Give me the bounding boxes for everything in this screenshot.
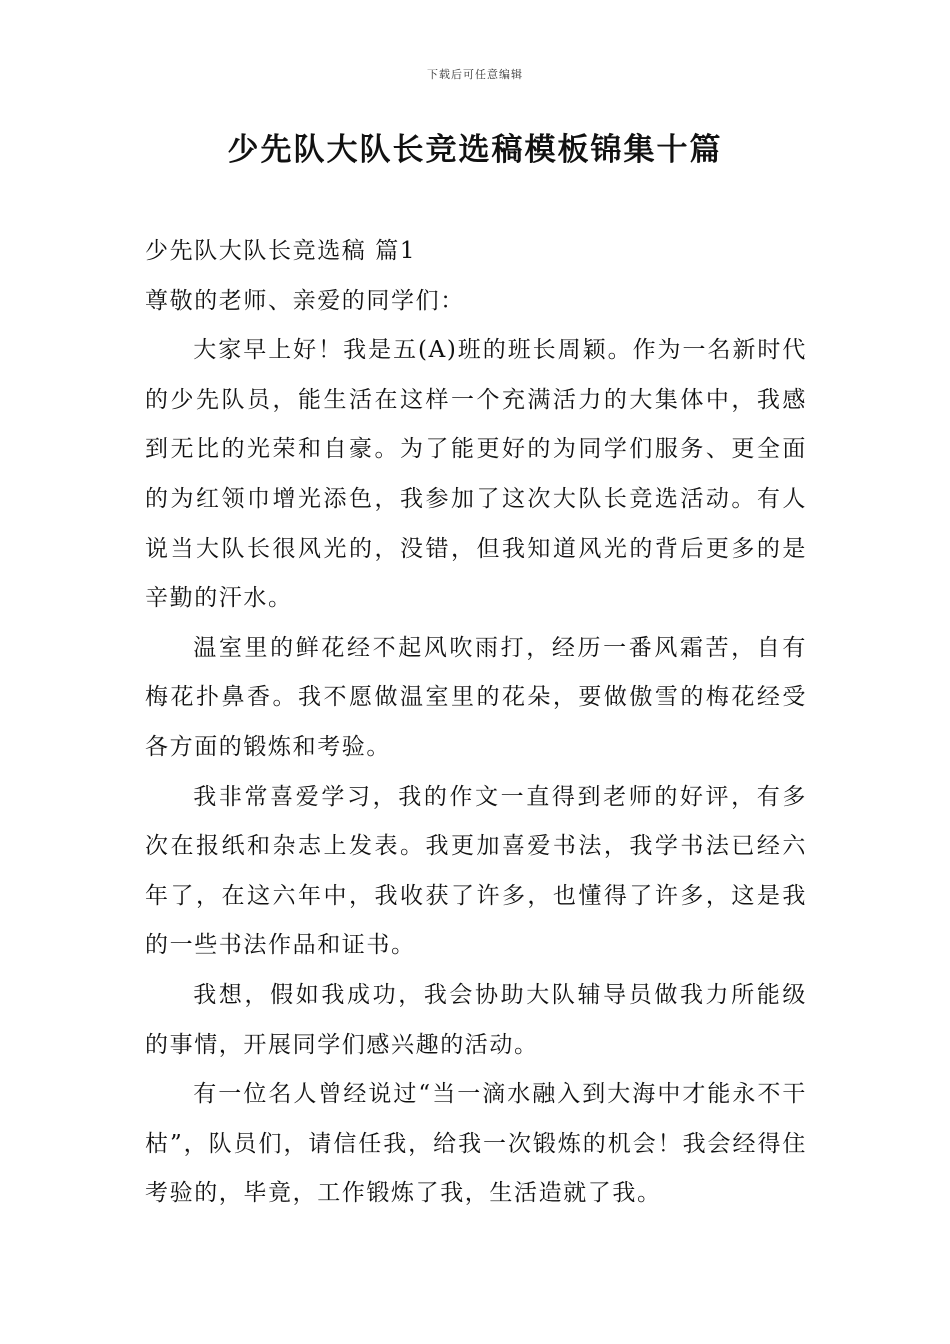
paragraph: 我非常喜爱学习，我的作文一直得到老师的好评，有多次在报纸和杂志上发表。我更加喜爱书法，我学书法已经六年了，在这六年中，我收获了许多，也懂得了许多，这是我的一些书法作品和证书。 [145,783,807,959]
paragraph: 有一位名人曾经说过“当一滴水融入到大海中才能永不干枯”，队员们，请信任我，给我一次锻炼的机会！我会经得住考验的，毕竟，工作锻炼了我，生活造就了我。 [145,1081,807,1207]
document-title: 少先队大队长竞选稿模板锦集十篇 [227,132,723,168]
header-note: 下载后可任意编辑 [427,68,523,81]
paragraph: 我想，假如我成功，我会协助大队辅导员做我力所能级的事情，开展同学们感兴趣的活动。 [145,981,807,1058]
paragraph: 温室里的鲜花经不起风吹雨打，经历一番风霜苦，自有梅花扑鼻香。我不愿做温室里的花朵，要做傲雪的梅花经受各方面的锻炼和考验。 [145,634,807,760]
salutation: 尊敬的老师、亲爱的同学们： [145,287,465,314]
document-body [145,227,807,1219]
section-heading: 少先队大队长竞选稿 篇1 [145,238,417,264]
paragraph: 大家早上好！我是五(A)班的班长周颖。作为一名新时代的少先队员，能生活在这样一个充满活力的大集体中，我感到无比的光荣和自豪。为了能更好的为同学们服务、更全面的为红领巾增光添色，我参加了这次大队长竞选活动。有人说当大队长很风光的，没错，但我知道风光的背后更多的是辛勤的汗水。 [145,337,807,612]
